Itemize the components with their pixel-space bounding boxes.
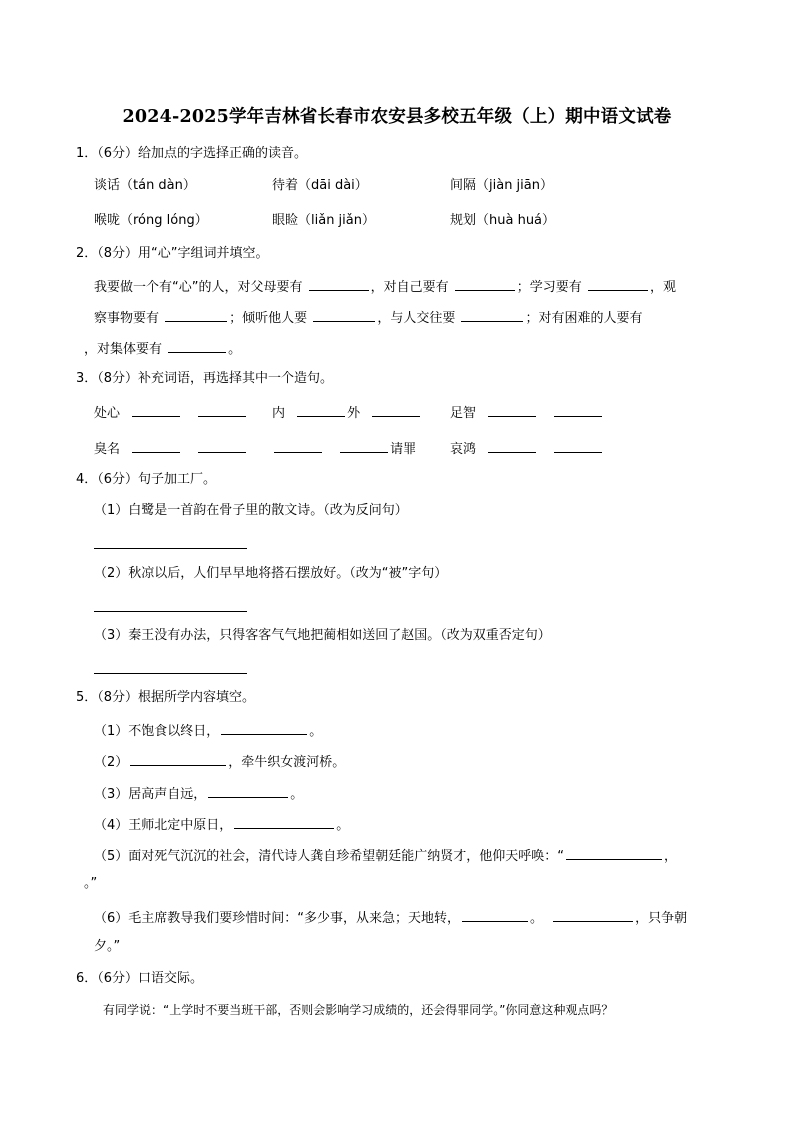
q2-text: ，对集体要有 bbox=[84, 342, 163, 357]
q3-idiom bbox=[94, 439, 248, 459]
answer-blank[interactable] bbox=[488, 439, 536, 453]
answer-blank[interactable] bbox=[313, 308, 375, 322]
answer-blank[interactable] bbox=[461, 308, 523, 322]
q3-idiom bbox=[450, 439, 604, 459]
answer-blank[interactable] bbox=[132, 439, 180, 453]
answer-blank[interactable] bbox=[165, 308, 227, 322]
q3-idiom bbox=[272, 439, 416, 459]
idiom-text: 内 bbox=[272, 406, 286, 421]
q5-text: 。 bbox=[530, 911, 544, 926]
answer-blank[interactable] bbox=[340, 439, 388, 453]
q2-text: ；学习要有 bbox=[516, 280, 582, 295]
exam-title: 2024-2025学年吉林省长春市农安县多校五年级（上）期中语文试卷 bbox=[122, 107, 672, 127]
answer-blank[interactable] bbox=[130, 752, 226, 766]
q5-text: （4）王师北定中原日， bbox=[94, 818, 233, 833]
answer-blank[interactable] bbox=[208, 784, 288, 798]
q6-prompt: 有同学说：“上学时不要当班干部，否则会影响学习成绩的，还会得罪同学。”你同意这种观点吗？ bbox=[103, 1003, 614, 1017]
q4-sentence: （2）秋凉以后，人们早早地将搭石摆放好。（改为“被”字句） bbox=[94, 566, 448, 581]
idiom-text: 外 bbox=[347, 406, 361, 421]
q5-item-cont: 。” bbox=[84, 876, 98, 891]
answer-blank[interactable] bbox=[309, 277, 369, 291]
idiom-text: 处心 bbox=[94, 406, 121, 421]
q1-option: 间隔（jiàn jiān） bbox=[450, 178, 553, 193]
answer-blank[interactable] bbox=[168, 339, 226, 353]
q5-text: （3）居高声自远， bbox=[94, 787, 207, 802]
q2-text: ；倾听他人要 bbox=[229, 311, 308, 326]
q3-idiom bbox=[94, 403, 248, 423]
answer-blank[interactable] bbox=[488, 403, 536, 417]
q2-line-3 bbox=[84, 339, 241, 359]
q5-text: ， bbox=[664, 849, 678, 864]
q2-text: 察事物要有 bbox=[94, 311, 160, 326]
q2-text: ，与人交往要 bbox=[377, 311, 456, 326]
answer-line[interactable] bbox=[94, 548, 247, 549]
answer-line[interactable] bbox=[94, 611, 247, 612]
answer-blank[interactable] bbox=[234, 815, 334, 829]
q3-idiom bbox=[272, 403, 422, 423]
answer-blank[interactable] bbox=[132, 403, 180, 417]
q2-text: ，观 bbox=[649, 280, 676, 295]
answer-blank[interactable] bbox=[221, 721, 307, 735]
q5-item bbox=[94, 908, 687, 928]
answer-blank[interactable] bbox=[588, 277, 648, 291]
q5-item bbox=[94, 721, 322, 741]
q2-stem: 2．（8分）用“心”字组词并填空。 bbox=[76, 246, 269, 261]
q5-item bbox=[94, 752, 345, 772]
q5-text: （2） bbox=[94, 755, 129, 770]
q5-item bbox=[94, 784, 303, 804]
answer-blank[interactable] bbox=[455, 277, 515, 291]
answer-blank[interactable] bbox=[372, 403, 420, 417]
q2-line-2 bbox=[94, 308, 642, 328]
q1-option: 待着（dāi dài） bbox=[272, 178, 368, 193]
answer-blank[interactable] bbox=[462, 908, 528, 922]
q1-option: 规划（huà huá） bbox=[450, 213, 556, 228]
answer-blank[interactable] bbox=[554, 403, 602, 417]
q4-sentence: （1）白鹭是一首韵在骨子里的散文诗。（改为反问句） bbox=[94, 503, 408, 518]
idiom-text: 足智 bbox=[450, 406, 477, 421]
idiom-text: 请罪 bbox=[390, 442, 417, 457]
q5-text: （1）不饱食以终日， bbox=[94, 724, 220, 739]
q2-text: 。 bbox=[228, 342, 242, 357]
q5-text: 。 bbox=[336, 818, 350, 833]
answer-blank[interactable] bbox=[553, 908, 633, 922]
q5-text: 。 bbox=[290, 787, 304, 802]
q1-option: 眼睑（liǎn jiǎn） bbox=[272, 213, 375, 228]
q4-stem: 4．（6分）句子加工厂。 bbox=[76, 472, 217, 487]
answer-blank[interactable] bbox=[274, 439, 322, 453]
q5-text: （6）毛主席教导我们要珍惜时间：“多少事，从来急；天地转， bbox=[94, 911, 461, 926]
idiom-text: 臭名 bbox=[94, 442, 121, 457]
answer-blank[interactable] bbox=[198, 403, 246, 417]
q4-sentence: （3）秦王没有办法，只得客客气气地把蔺相如送回了赵国。（改为双重否定句） bbox=[94, 628, 551, 643]
q5-text: 。 bbox=[309, 724, 323, 739]
q2-text: ；对有困难的人要有 bbox=[525, 311, 643, 326]
q5-text: ，只争朝 bbox=[635, 911, 688, 926]
answer-blank[interactable] bbox=[297, 403, 345, 417]
q2-line-1 bbox=[94, 277, 676, 297]
q3-stem: 3．（8分）补充词语，再选择其中一个造句。 bbox=[76, 371, 334, 386]
q5-item-cont: 夕。” bbox=[94, 939, 121, 954]
q1-stem: 1．（6分）给加点的字选择正确的读音。 bbox=[76, 146, 308, 161]
q5-text: ，牵牛织女渡河桥。 bbox=[228, 755, 346, 770]
q3-idiom bbox=[450, 403, 604, 423]
answer-blank[interactable] bbox=[198, 439, 246, 453]
q2-text: 我要做一个有“心”的人，对父母要有 bbox=[94, 280, 303, 295]
answer-line[interactable] bbox=[94, 673, 247, 674]
idiom-text: 哀鸿 bbox=[450, 442, 477, 457]
answer-blank[interactable] bbox=[554, 439, 602, 453]
q1-option: 谈话（tán dàn） bbox=[94, 178, 196, 193]
answer-blank[interactable] bbox=[566, 846, 662, 860]
q5-stem: 5．（8分）根据所学内容填空。 bbox=[76, 690, 256, 705]
q5-item bbox=[94, 846, 677, 866]
q1-option: 喉咙（róng lóng） bbox=[94, 213, 208, 228]
q2-text: ，对自己要有 bbox=[370, 280, 449, 295]
q5-item bbox=[94, 815, 349, 835]
q5-text: （5）面对死气沉沉的社会，清代诗人龚自珍希望朝廷能广纳贤才，他仰天呼唤：“ bbox=[94, 849, 565, 864]
q6-stem: 6．（6分）口语交际。 bbox=[76, 971, 204, 986]
